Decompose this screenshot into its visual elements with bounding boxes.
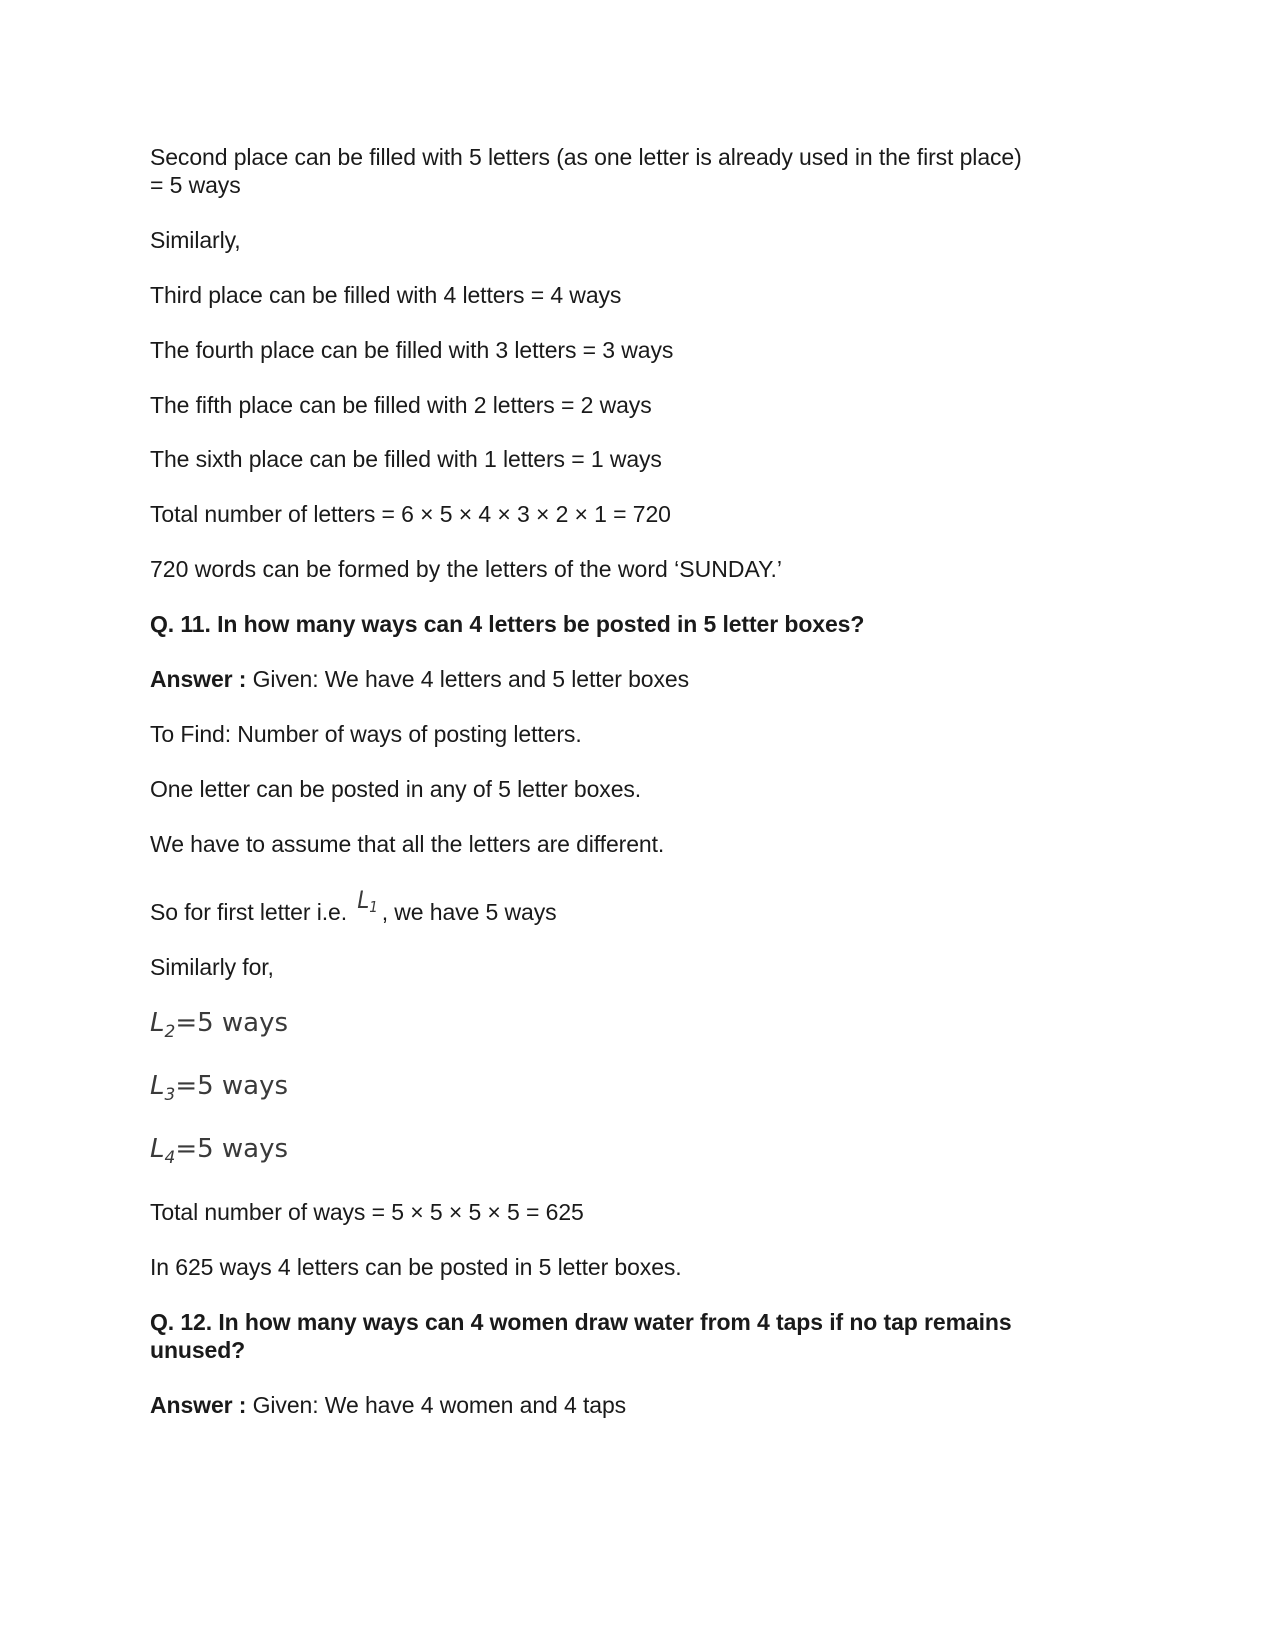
answer-12-given <box>150 1391 626 1420</box>
text-line-third-place: Third place can be filled with 4 letters = 4 ways <box>150 282 622 308</box>
math-l2-equation <box>150 1008 288 1042</box>
math-var: L <box>150 1008 165 1038</box>
math-var: L <box>150 1134 165 1164</box>
math-subscript: 3 <box>164 1085 176 1105</box>
question-12-line-1: Q. 12. In how many ways can 4 women draw water from 4 taps if no tap remains <box>150 1309 1012 1335</box>
text-line-second-place: Second place can be filled with 5 letters (as one letter is already used in the first place) <box>150 144 1022 170</box>
answer-11-given-text: Given: We have 4 letters and 5 letter boxes <box>246 666 689 692</box>
question-12-line-2: unused? <box>150 1337 246 1363</box>
text-line-sunday-conclusion: 720 words can be formed by the letters of the word ‘SUNDAY.’ <box>150 556 782 582</box>
answer-11-one-letter: One letter can be posted in any of 5 letter boxes. <box>150 776 642 802</box>
math-var: L <box>150 1071 165 1101</box>
text-line-five-ways: = 5 ways <box>150 172 241 198</box>
answer-label: Answer : <box>150 666 247 692</box>
answer-11-conclusion: In 625 ways 4 letters can be posted in 5 letter boxes. <box>150 1254 682 1280</box>
answer-11-given <box>150 665 689 694</box>
answer-11-first-letter <box>150 886 557 934</box>
math-var: L <box>357 886 370 914</box>
first-letter-prefix: So for first letter i.e. <box>150 899 354 925</box>
answer-11-similarly-for: Similarly for, <box>150 954 274 980</box>
answer-11-total-ways: Total number of ways = 5 × 5 × 5 × 5 = 625 <box>150 1199 584 1225</box>
text-line-sixth-place: The sixth place can be filled with 1 letters = 1 ways <box>150 446 662 472</box>
math-subscript: 1 <box>369 898 378 916</box>
math-subscript: 2 <box>164 1022 176 1042</box>
question-11: Q. 11. In how many ways can 4 letters be posted in 5 letter boxes? <box>150 611 865 637</box>
text-line-total-letters: Total number of letters = 6 × 5 × 4 × 3 × 2 × 1 = 720 <box>150 501 671 527</box>
text-line-fifth-place: The fifth place can be filled with 2 letters = 2 ways <box>150 392 652 418</box>
text-line-similarly: Similarly, <box>150 227 241 253</box>
math-rest: =5 ways <box>175 1071 289 1101</box>
math-subscript: 4 <box>164 1148 176 1168</box>
math-l4-equation <box>150 1134 288 1168</box>
answer-11-to-find: To Find: Number of ways of posting letters. <box>150 721 582 747</box>
answer-12-given-text: Given: We have 4 women and 4 taps <box>246 1392 627 1418</box>
math-l1-image <box>357 886 377 922</box>
math-l3-equation <box>150 1071 288 1105</box>
math-rest: =5 ways <box>175 1134 289 1164</box>
answer-11-assume: We have to assume that all the letters are different. <box>150 831 665 857</box>
first-letter-suffix: , we have 5 ways <box>381 899 557 925</box>
text-line-fourth-place: The fourth place can be filled with 3 letters = 3 ways <box>150 337 674 363</box>
math-rest: =5 ways <box>175 1008 289 1038</box>
answer-label: Answer : <box>150 1392 247 1418</box>
